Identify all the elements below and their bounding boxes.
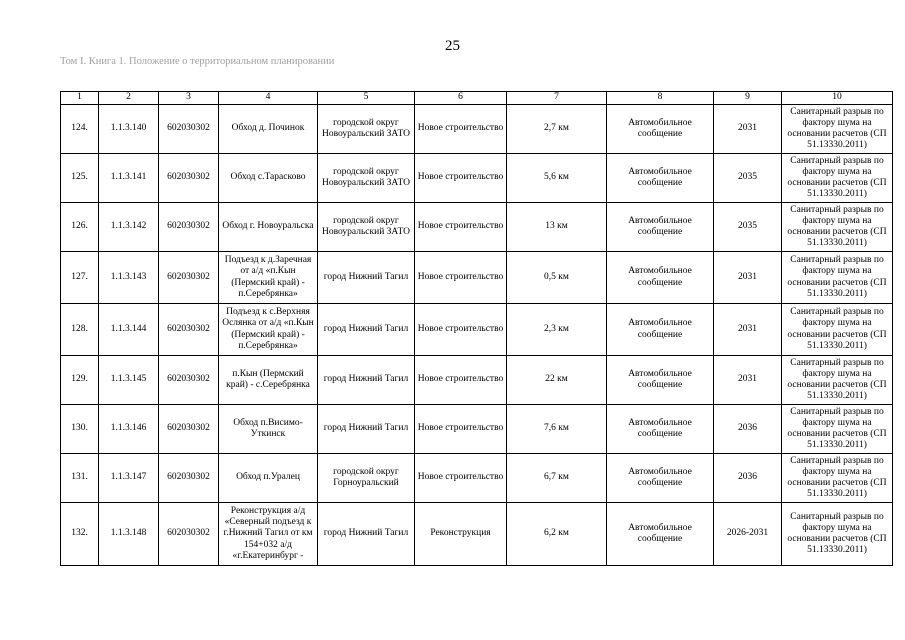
column-header: 7 — [507, 92, 607, 105]
object-code: 1.1.3.140 — [99, 105, 159, 154]
column-header: 2 — [99, 92, 159, 105]
object-name: Обход с.Тарасково — [219, 154, 318, 203]
row-number: 127. — [61, 252, 99, 304]
column-header: 5 — [318, 92, 415, 105]
object-code: 1.1.3.147 — [99, 454, 159, 503]
purpose: Автомобильное сообщение — [607, 503, 714, 566]
row-number: 126. — [61, 203, 99, 252]
location: город Нижний Тагил — [318, 304, 415, 356]
table-row — [61, 356, 893, 405]
zone-note: Санитарный разрыв по фактору шума на основании расчетов (СП 51.13330.2011) — [782, 154, 893, 203]
year: 2031 — [714, 356, 782, 405]
work-type: Новое строительство — [415, 105, 507, 154]
row-number: 130. — [61, 405, 99, 454]
table-row — [61, 405, 893, 454]
length: 6,2 км — [507, 503, 607, 566]
classifier-code: 602030302 — [159, 105, 219, 154]
column-header: 9 — [714, 92, 782, 105]
work-type: Новое строительство — [415, 356, 507, 405]
year: 2031 — [714, 105, 782, 154]
zone-note: Санитарный разрыв по фактору шума на основании расчетов (СП 51.13330.2011) — [782, 454, 893, 503]
year: 2036 — [714, 454, 782, 503]
location: город Нижний Тагил — [318, 503, 415, 566]
classifier-code: 602030302 — [159, 356, 219, 405]
column-header: 1 — [61, 92, 99, 105]
row-number: 129. — [61, 356, 99, 405]
table-row — [61, 154, 893, 203]
row-number: 125. — [61, 154, 99, 203]
column-header: 4 — [219, 92, 318, 105]
object-code: 1.1.3.146 — [99, 405, 159, 454]
location: городской округ Новоуральский ЗАТО — [318, 154, 415, 203]
zone-note: Санитарный разрыв по фактору шума на основании расчетов (СП 51.13330.2011) — [782, 304, 893, 356]
classifier-code: 602030302 — [159, 454, 219, 503]
object-name: Обход п.Висимо-Уткинск — [219, 405, 318, 454]
year: 2035 — [714, 203, 782, 252]
length: 13 км — [507, 203, 607, 252]
year: 2031 — [714, 252, 782, 304]
zone-note: Санитарный разрыв по фактору шума на основании расчетов (СП 51.13330.2011) — [782, 356, 893, 405]
length: 6,7 км — [507, 454, 607, 503]
purpose: Автомобильное сообщение — [607, 203, 714, 252]
work-type: Новое строительство — [415, 405, 507, 454]
column-header: 3 — [159, 92, 219, 105]
work-type: Новое строительство — [415, 203, 507, 252]
column-header: 8 — [607, 92, 714, 105]
object-name: Обход д. Починок — [219, 105, 318, 154]
zone-note: Санитарный разрыв по фактору шума на основании расчетов (СП 51.13330.2011) — [782, 503, 893, 566]
length: 22 км — [507, 356, 607, 405]
zone-note: Санитарный разрыв по фактору шума на основании расчетов (СП 51.13330.2011) — [782, 203, 893, 252]
row-number: 124. — [61, 105, 99, 154]
year: 2026-2031 — [714, 503, 782, 566]
classifier-code: 602030302 — [159, 154, 219, 203]
page-number: 25 — [445, 38, 460, 54]
year: 2035 — [714, 154, 782, 203]
object-code: 1.1.3.141 — [99, 154, 159, 203]
object-name: Реконструкция а/д «Северный подъезд к г.Нижний Тагил от км 154+032 а/д «г.Екатеринбург - — [219, 503, 318, 566]
classifier-code: 602030302 — [159, 203, 219, 252]
row-number: 128. — [61, 304, 99, 356]
zone-note: Санитарный разрыв по фактору шума на основании расчетов (СП 51.13330.2011) — [782, 405, 893, 454]
table-row — [61, 252, 893, 304]
object-code: 1.1.3.145 — [99, 356, 159, 405]
length: 2,7 км — [507, 105, 607, 154]
year: 2031 — [714, 304, 782, 356]
header-row — [61, 92, 893, 105]
length: 0,5 км — [507, 252, 607, 304]
object-name: Обход п.Уралец — [219, 454, 318, 503]
table-row — [61, 203, 893, 252]
work-type: Новое строительство — [415, 304, 507, 356]
object-code: 1.1.3.144 — [99, 304, 159, 356]
classifier-code: 602030302 — [159, 252, 219, 304]
length: 7,6 км — [507, 405, 607, 454]
table-row — [61, 105, 893, 154]
purpose: Автомобильное сообщение — [607, 304, 714, 356]
column-header: 10 — [782, 92, 893, 105]
purpose: Автомобильное сообщение — [607, 154, 714, 203]
purpose: Автомобильное сообщение — [607, 252, 714, 304]
object-name: п.Кын (Пермский край) - с.Серебрянка — [219, 356, 318, 405]
location: городской округ Горноуральский — [318, 454, 415, 503]
purpose: Автомобильное сообщение — [607, 454, 714, 503]
location: город Нижний Тагил — [318, 356, 415, 405]
zone-note: Санитарный разрыв по фактору шума на основании расчетов (СП 51.13330.2011) — [782, 252, 893, 304]
column-header: 6 — [415, 92, 507, 105]
year: 2036 — [714, 405, 782, 454]
work-type: Новое строительство — [415, 154, 507, 203]
classifier-code: 602030302 — [159, 405, 219, 454]
object-name: Подъезд к с.Верхняя Ослянка от а/д «п.Кын (Пермский край) - п.Серебрянка» — [219, 304, 318, 356]
purpose: Автомобильное сообщение — [607, 405, 714, 454]
object-name: Обход г. Новоуральска — [219, 203, 318, 252]
table-row — [61, 503, 893, 566]
object-code: 1.1.3.148 — [99, 503, 159, 566]
location: городской округ Новоуральский ЗАТО — [318, 203, 415, 252]
objects-table — [60, 91, 893, 566]
zone-note: Санитарный разрыв по фактору шума на основании расчетов (СП 51.13330.2011) — [782, 105, 893, 154]
location: город Нижний Тагил — [318, 252, 415, 304]
row-number: 131. — [61, 454, 99, 503]
location: город Нижний Тагил — [318, 405, 415, 454]
work-type: Реконструкция — [415, 503, 507, 566]
classifier-code: 602030302 — [159, 503, 219, 566]
object-code: 1.1.3.142 — [99, 203, 159, 252]
object-code: 1.1.3.143 — [99, 252, 159, 304]
location: городской округ Новоуральский ЗАТО — [318, 105, 415, 154]
classifier-code: 602030302 — [159, 304, 219, 356]
work-type: Новое строительство — [415, 454, 507, 503]
object-name: Подъезд к д.Заречная от а/д «п.Кын (Пермский край) - п.Серебрянка» — [219, 252, 318, 304]
work-type: Новое строительство — [415, 252, 507, 304]
table-row — [61, 304, 893, 356]
document-header: Том I. Книга 1. Положение о территориальном планировании — [60, 56, 335, 67]
table-row — [61, 454, 893, 503]
purpose: Автомобильное сообщение — [607, 356, 714, 405]
length: 2,3 км — [507, 304, 607, 356]
row-number: 132. — [61, 503, 99, 566]
length: 5,6 км — [507, 154, 607, 203]
purpose: Автомобильное сообщение — [607, 105, 714, 154]
